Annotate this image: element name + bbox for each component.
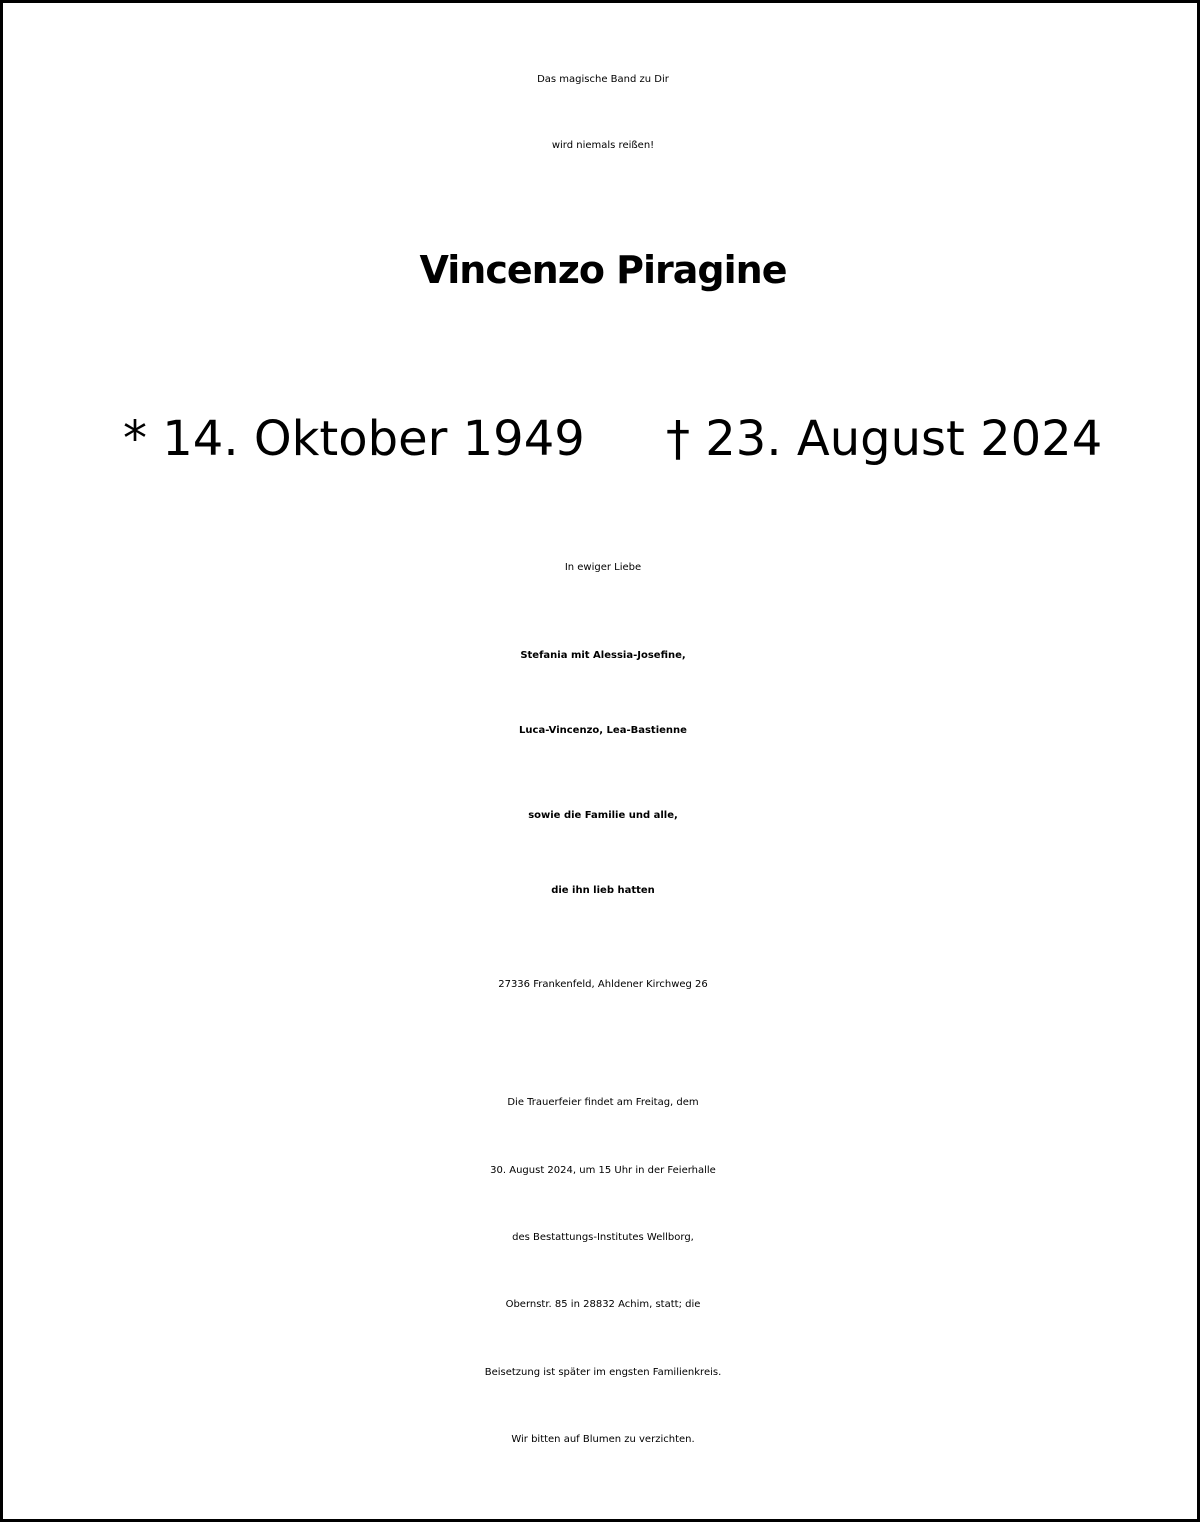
- service-info-line-2: 30. August 2024, um 15 Uhr in der Feierhalle: [490, 1165, 716, 1176]
- service-info-line-5: Beisetzung ist später im engsten Familienkreis.: [484, 1367, 722, 1378]
- motto-line-1: Das magische Band zu Dir: [537, 74, 669, 85]
- death-date: † 23. August 2024: [666, 411, 1103, 467]
- mourner-line-1: Stefania mit Alessia-Josefine,: [520, 650, 686, 661]
- service-info-line-3: des Bestattungs-Institutes Wellborg,: [512, 1232, 694, 1243]
- motto-line-2: wird niemals reißen!: [551, 140, 655, 151]
- service-info-line-6: Wir bitten auf Blumen zu verzichten.: [511, 1434, 695, 1445]
- service-info-line-4: Obernstr. 85 in 28832 Achim, statt; die: [505, 1299, 701, 1310]
- deceased-name: Vincenzo Piragine: [419, 248, 787, 292]
- mourner-line-4: die ihn lieb hatten: [551, 885, 655, 896]
- mourner-line-3: sowie die Familie und alle,: [528, 810, 678, 821]
- service-info-line-1: Die Trauerfeier findet am Freitag, dem: [507, 1097, 699, 1108]
- love-line: In ewiger Liebe: [564, 562, 642, 573]
- address: 27336 Frankenfeld, Ahldener Kirchweg 26: [498, 979, 708, 990]
- birth-date: * 14. Oktober 1949: [123, 411, 585, 467]
- mourner-line-2: Luca-Vincenzo, Lea-Bastienne: [519, 725, 687, 736]
